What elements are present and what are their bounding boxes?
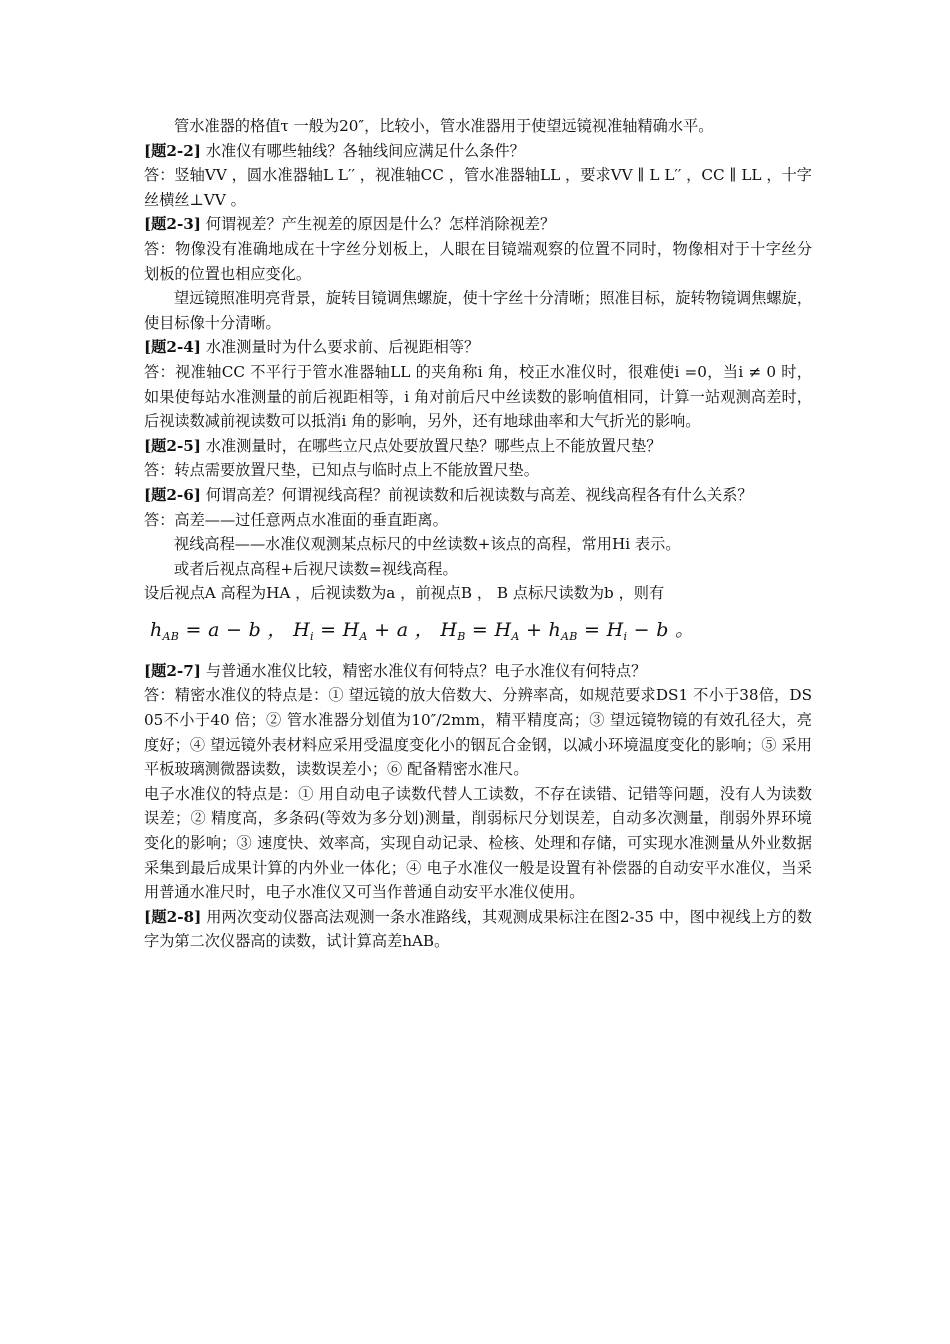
answer-text: 望远镜照准明亮背景，旋转目镜调焦螺旋，使十字丝十分清晰；照准目标，旋转物镜调焦螺旋，使目标像十分清晰。 bbox=[144, 289, 812, 332]
question-text: 水准仪有哪些轴线？各轴线间应满足什么条件？ bbox=[201, 141, 525, 160]
paragraph-text: 管水准器的格值τ 一般为20″，比较小，管水准器用于使望远镜视准轴精确水平。 bbox=[174, 117, 714, 135]
answer-2-6 bbox=[144, 508, 812, 533]
answer-text: 答：竖轴VV ，圆水准器轴L L′′ ，视准轴CC ，管水准器轴LL ，要求VV ∥ L L′′ ，CC ∥ LL ，十字丝横丝⊥VV 。 bbox=[144, 166, 812, 209]
answer-2-2 bbox=[144, 163, 812, 212]
question-text: 何谓视差？产生视差的原因是什么？怎样消除视差？ bbox=[201, 215, 556, 234]
height-difference-formula: $h_{AB} = a - b$ ， $H_i = H_A + a$ ， $H_B = H_A + h_{AB} = H_i - b$ 。 bbox=[150, 618, 695, 643]
answer-2-5 bbox=[144, 458, 812, 483]
question-2-7 bbox=[144, 659, 812, 684]
answer-2-6-setup bbox=[144, 581, 812, 606]
answer-2-3 bbox=[144, 237, 812, 286]
answer-text: 答：高差——过任意两点水准面的垂直距离。 bbox=[144, 510, 448, 529]
question-number: [题2-4] bbox=[144, 338, 201, 357]
question-number: [题2-5] bbox=[144, 436, 201, 455]
question-text: 用两次变动仪器高法观测一条水准路线，其观测成果标注在图2-35 中，图中视线上方的数字为第二次仪器高的读数，试计算高差hAB。 bbox=[144, 907, 812, 951]
answer-2-6-sight-height bbox=[144, 532, 812, 557]
answer-text: 答：物像没有准确地成在十字丝分划板上，人眼在目镜端观察的位置不同时，物像相对于十字丝分划板的位置也相应变化。 bbox=[144, 239, 812, 283]
answer-2-6-alt bbox=[144, 557, 812, 582]
question-2-3 bbox=[144, 212, 812, 237]
question-text: 与普通水准仪比较，精密水准仪有何特点？电子水准仪有何特点？ bbox=[201, 661, 647, 680]
answer-2-3-continued bbox=[144, 286, 812, 335]
answer-text: 答：视准轴CC 不平行于管水准器轴LL 的夹角称i 角，校正水准仪时，很难使i =0，当i ≠ 0 时，如果使每站水准测量的前后视距相等，i 角对前后尺中丝读数的影响值相同，计算一站观测高差时，后视读数减前视读数可以抵消i 角的影响，另外，还有地球曲率和大气折光的影响。 bbox=[144, 362, 812, 431]
question-text: 水准测量时，在哪些立尺点处要放置尺垫？哪些点上不能放置尺垫？ bbox=[201, 436, 662, 455]
question-2-8 bbox=[144, 905, 812, 954]
answer-text: 视线高程——水准仪观测某点标尺的中丝读数+该点的高程，常用Hi 表示。 bbox=[174, 535, 681, 554]
question-text: 何谓高差？何谓视线高程？前视读数和后视读数与高差、视线高程各有什么关系？ bbox=[201, 485, 753, 504]
answer-text: 答：精密水准仪的特点是：① 望远镜的放大倍数大、分辨率高，如规范要求DS1 不小于38倍，DS05不小于40 倍；② 管水准器分划值为10″/2mm，精平精度高；③ 望远镜物镜的有效孔径大，亮度好；④ 望远镜外表材料应采用受温度变化小的铟瓦合金钢，以减小环境温度变化的影响；⑤ 采用平板玻璃测微器读数，读数误差小；⑥ 配备精密水准尺。 bbox=[144, 686, 812, 779]
answer-2-7-electronic bbox=[144, 782, 812, 905]
paragraph-intro bbox=[144, 114, 812, 139]
answer-2-7-precise bbox=[144, 683, 812, 781]
question-number: [题2-6] bbox=[144, 485, 201, 504]
answer-text: 或者后视点高程+后视尺读数=视线高程。 bbox=[174, 559, 458, 578]
document-page bbox=[144, 114, 812, 954]
question-2-6 bbox=[144, 483, 812, 508]
answer-2-4 bbox=[144, 360, 812, 434]
question-number: [题2-8] bbox=[144, 907, 202, 926]
answer-text: 电子水准仪的特点是：① 用自动电子读数代替人工读数，不存在读错、记错等问题，没有人为读数误差；② 精度高，多条码(等效为多分划)测量，削弱标尺分划误差，自动多次测量，削弱外界环境变化的影响；③ 速度快、效率高，实现自动记录、检核、处理和存储，可实现水准测量从外业数据采集到最后成果计算的内外业一体化；④ 电子水准仪一般是设置有补偿器的自动安平水准仪，当采用普通水准尺时，电子水准仪又可当作普通自动安平水准仪使用。 bbox=[144, 784, 812, 902]
question-number: [题2-7] bbox=[144, 661, 201, 680]
question-number: [题2-2] bbox=[144, 141, 201, 160]
answer-text: 设后视点A 高程为HA ，后视读数为a ，前视点B ， B 点标尺读数为b ，则有 bbox=[144, 584, 665, 603]
question-2-5 bbox=[144, 434, 812, 459]
question-number: [题2-3] bbox=[144, 215, 201, 234]
question-text: 水准测量时为什么要求前、后视距相等？ bbox=[201, 338, 480, 357]
question-2-4 bbox=[144, 335, 812, 360]
answer-text: 答：转点需要放置尺垫，已知点与临时点上不能放置尺垫。 bbox=[144, 461, 539, 480]
question-2-2 bbox=[144, 139, 812, 164]
